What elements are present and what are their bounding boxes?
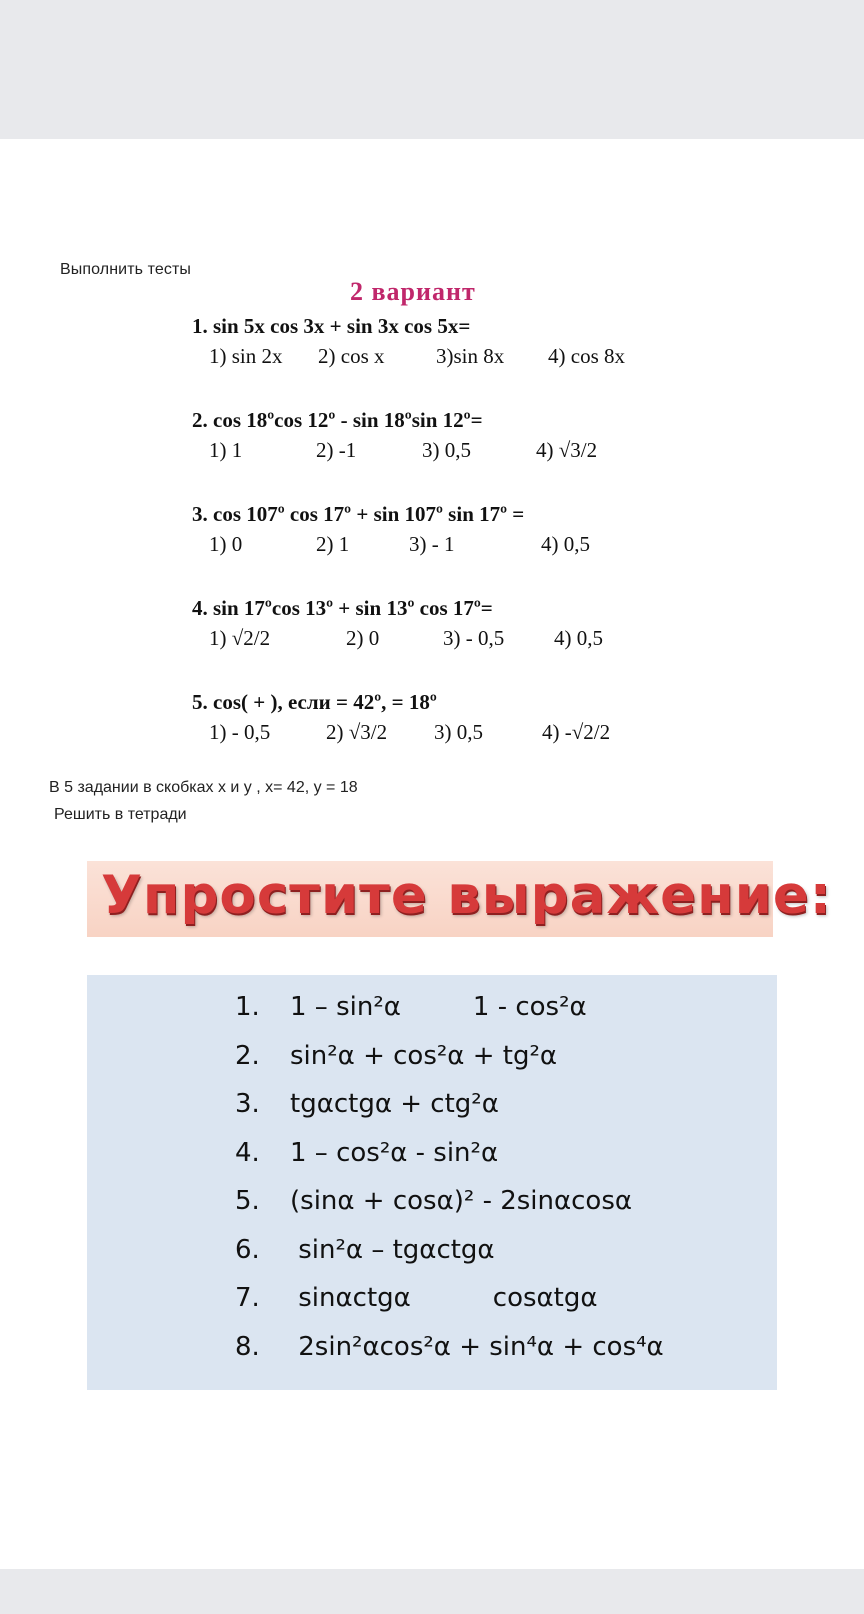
expression-number: 3. xyxy=(235,1089,260,1119)
test-options xyxy=(192,717,611,747)
expression-row xyxy=(235,1080,664,1129)
expression-number: 5. xyxy=(235,1186,260,1216)
test-options xyxy=(192,435,598,465)
expression-row xyxy=(235,1274,664,1323)
test-option: 4) -√2/2 xyxy=(542,720,611,744)
test-question: 2. cos 18ºcos 12º - sin 18ºsin 12º= xyxy=(192,408,483,432)
expression-row xyxy=(235,1177,664,1226)
test-option: 1) - 0,5 xyxy=(209,720,271,744)
test-item xyxy=(192,593,603,687)
test-list xyxy=(192,311,625,781)
expression-number: 2. xyxy=(235,1040,260,1071)
test-option: 2) 0 xyxy=(346,626,380,650)
test-option: 2) cos x xyxy=(318,344,385,368)
test-question: 5. cos( + ), если = 42º, = 18º xyxy=(192,690,437,714)
expression-number: 8. xyxy=(235,1331,260,1362)
test-question: 4. sin 17ºcos 13º + sin 13º cos 17º= xyxy=(192,596,493,620)
expression-extra: cosαtgα xyxy=(492,1283,598,1313)
document-page xyxy=(0,139,864,1569)
expressions-box xyxy=(87,975,777,1390)
variant-heading: 2 вариант xyxy=(350,277,476,306)
test-options xyxy=(192,529,590,559)
expression-row xyxy=(235,983,664,1032)
test-option: 1) 0 xyxy=(209,532,243,556)
test-question: 3. cos 107º cos 17º + sin 107º sin 17º = xyxy=(192,502,525,526)
variant-heading-cropped xyxy=(350,277,490,306)
test-options xyxy=(192,341,625,371)
test-option: 2) -1 xyxy=(316,438,357,462)
test-item xyxy=(192,687,611,781)
intro-text: Выполнить тесты xyxy=(60,261,191,278)
test-option: 4) √3/2 xyxy=(536,438,598,462)
test-option: 2) √3/2 xyxy=(326,720,388,744)
simplify-banner xyxy=(87,861,832,937)
expression-text: 1 – cos²α - sin²α xyxy=(290,1137,499,1168)
test-option: 4) 0,5 xyxy=(541,532,590,556)
test-option: 1) sin 2x xyxy=(209,344,283,368)
test-item xyxy=(192,405,598,499)
test-options xyxy=(192,623,603,653)
expression-text: 2sin²αcos²α + sin⁴α + cos⁴α xyxy=(290,1331,664,1362)
expression-text: sin²α + cos²α + tg²α xyxy=(290,1040,558,1071)
test-option: 3) 0,5 xyxy=(434,720,483,744)
expression-text: sinαctgα xyxy=(290,1283,411,1313)
banner-title: Упростите выражение: xyxy=(101,865,832,926)
notebook-note: Решить в тетради xyxy=(54,806,187,823)
expression-text: (sinα + cosα)² - 2sinαcosα xyxy=(290,1186,633,1216)
expression-row xyxy=(235,1323,664,1372)
expression-list xyxy=(235,983,664,1371)
expression-text: tgαctgα + ctg²α xyxy=(290,1089,499,1119)
expression-row xyxy=(235,1129,664,1178)
test-option: 1) √2/2 xyxy=(209,626,271,650)
test-option: 3)sin 8x xyxy=(436,344,505,368)
test-item xyxy=(192,499,590,593)
expression-text: sin²α – tgαctgα xyxy=(290,1234,495,1265)
expression-row xyxy=(235,1226,664,1275)
test-option: 4) cos 8x xyxy=(548,344,625,368)
test-option: 1) 1 xyxy=(209,438,243,462)
test-option: 3) - 0,5 xyxy=(443,626,505,650)
test-option: 4) 0,5 xyxy=(554,626,603,650)
task5-note: В 5 задании в скобках x и y , x= 42, y = 18 xyxy=(49,779,358,796)
test-option: 2) 1 xyxy=(316,532,350,556)
expression-text: 1 – sin²α xyxy=(290,992,401,1022)
expression-extra: 1 - cos²α xyxy=(472,992,587,1022)
test-question: 1. sin 5x cos 3x + sin 3x cos 5x= xyxy=(192,314,471,338)
test-option: 3) - 1 xyxy=(409,532,455,556)
expression-number: 4. xyxy=(235,1137,260,1168)
expression-number: 7. xyxy=(235,1283,260,1313)
expression-number: 1. xyxy=(235,992,260,1022)
test-item xyxy=(192,311,625,405)
expression-row xyxy=(235,1032,664,1081)
test-option: 3) 0,5 xyxy=(422,438,471,462)
expression-number: 6. xyxy=(235,1234,260,1265)
